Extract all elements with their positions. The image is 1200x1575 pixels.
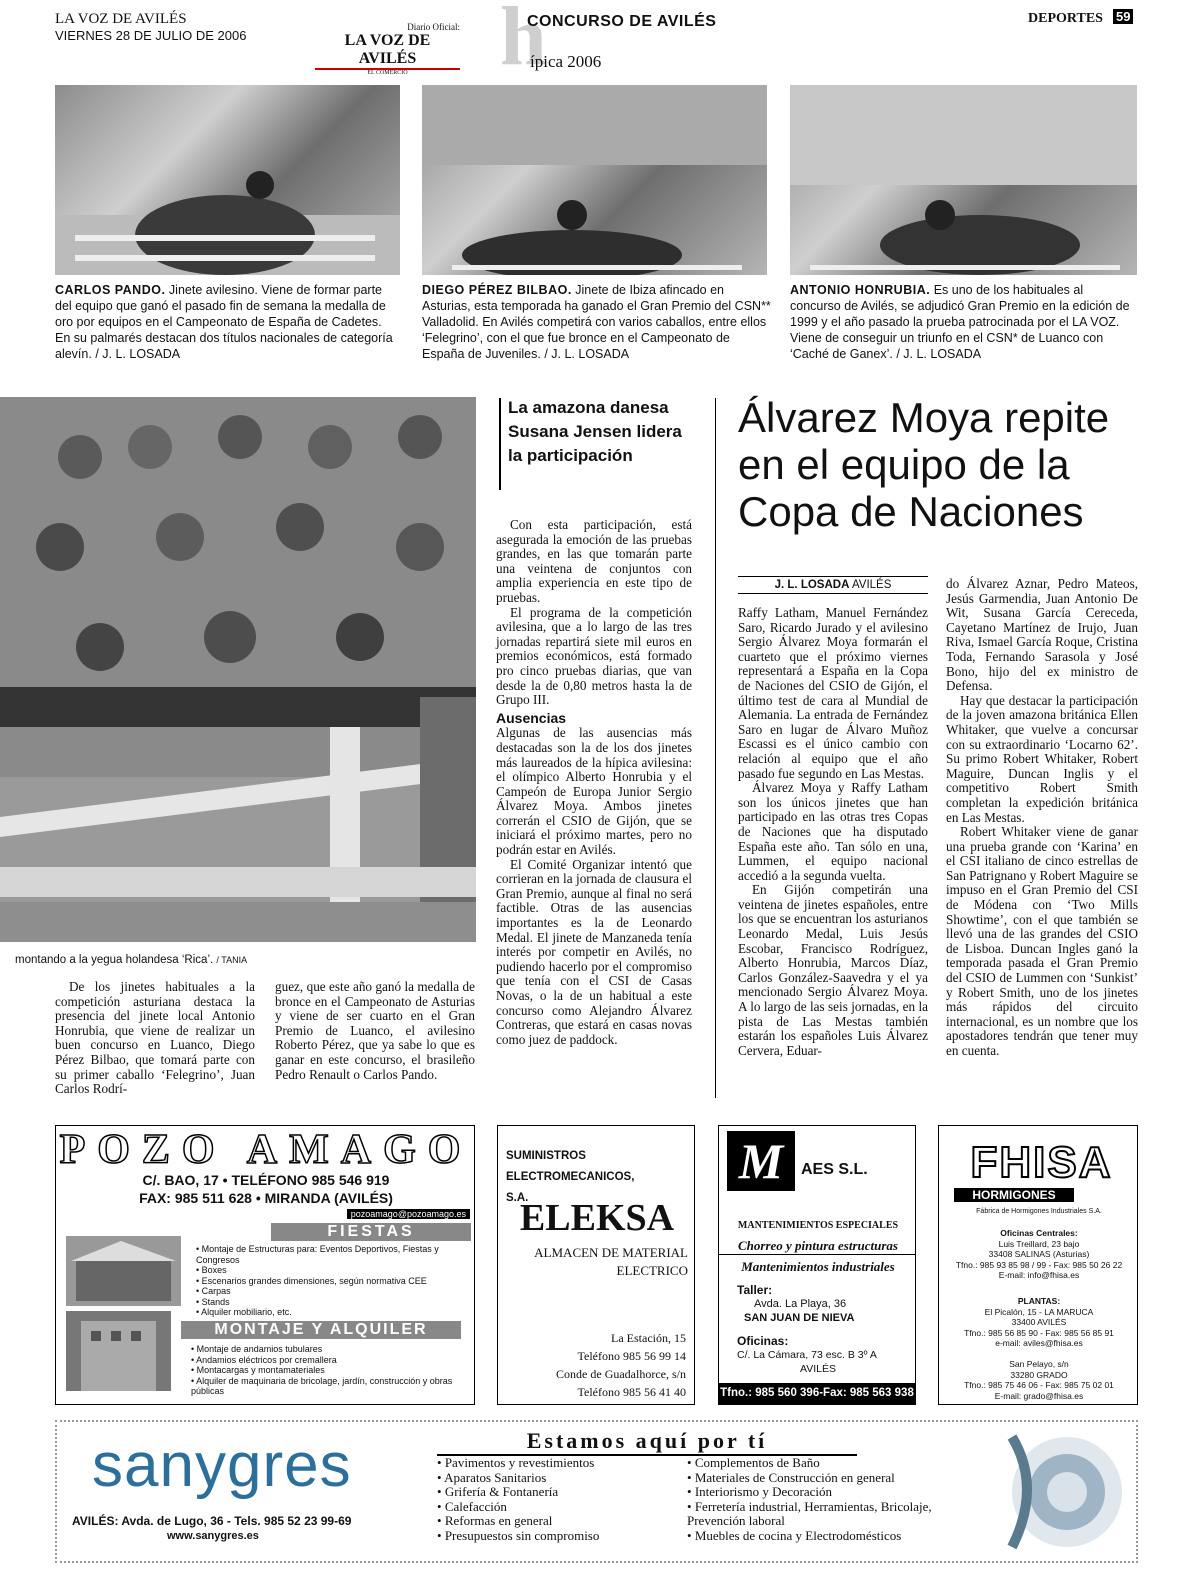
photo-antonio-honrubia: [790, 85, 1137, 275]
maes-oficinas-addr: C/. La Cámara, 73 esc. B 3º A: [737, 1349, 877, 1361]
fhisa-logo-sub: HORMIGONES: [954, 1188, 1074, 1202]
pozo-montaje-title: MONTAJE Y ALQUILER: [181, 1321, 461, 1339]
sanygres-list-1: [437, 1456, 682, 1543]
sidebar-p4: El Comité Organizar intentó que corrieran en la jornada de clausura el Gran Premio, aunque al final no será factible. Otras de las ausencias importantes es la de Leonardo Medal. El jinete de Manzaneda tenía interés por competir en Avilés, no pudiendo hacerlo por el compromiso que tenía con el CSI de Casas Novas, o la de un habitual a este concurso como Alejandro Álvarez Contreras, que estará en casas novas como juez de paddock.: [496, 856, 692, 1047]
list-item: • Andamios eléctricos por cremallera: [191, 1355, 466, 1366]
caption-name: CARLOS PANDO.: [55, 283, 166, 297]
article-column-2: [946, 577, 1138, 1059]
section-sub: ípica 2006: [530, 52, 602, 71]
fhisa-of-line: Tfno.: 985 93 85 98 / 99 - Fax: 985 50 26 22: [955, 1259, 1123, 1270]
fhisa-gr-line: San Pelayo, s/n: [1009, 1359, 1069, 1369]
sanygres-faucet-image: [1002, 1427, 1132, 1557]
pozo-name: POZO AMAGO: [59, 1127, 473, 1173]
fhisa-offices: [939, 1228, 1138, 1281]
list-item: • Reformas en general: [437, 1514, 682, 1529]
caption-credit: / J. L. LOSADA: [544, 347, 630, 361]
page-number: 59: [1113, 9, 1133, 24]
fhisa-grado: [939, 1359, 1138, 1401]
article-col1-p3: En Gijón competirán una veintena de jinetes españoles, entre los que se encuentran los asturianos Leonardo Medal, Luis Jesús Escobar, Francisco Rodríguez, Alberto Honrubia, Marcos Díaz, Carlos González-Saavedra y el ya mencionado Sergio Álvarez Moya. A lo largo de las seis jornadas, en la pista de Las Mestas también estarán los españoles Luis Álvarez Cervera, Eduar-: [738, 882, 928, 1058]
list-item: • Complementos de Baño: [687, 1456, 967, 1471]
caption-text: Es uno de los habituales al concurso de Avilés, se adjudicó Gran Premio en la edición de 1999 y el año pasado la prueba patrocinada por el LA VOZ. Viene de conseguir un triunfo en el CSN* de Luanco con ‘Caché de Ganex’.: [790, 283, 1130, 361]
list-item: • Stands: [196, 1297, 471, 1308]
maes-logo: M: [727, 1131, 795, 1191]
eleksa-name: ELEKSA: [519, 1197, 675, 1239]
fhisa-of-line: E-mail: info@fhisa.es: [998, 1270, 1080, 1280]
section-big-letter: h: [500, 0, 547, 83]
fhisa-gr-line: E-mail: grado@fhisa.es: [994, 1390, 1084, 1401]
list-item: • Ferretería industrial, Herramientas, Bricolaje, Prevención laboral: [687, 1500, 967, 1529]
left-col1-text: De los jinetes habituales a la competición asturiana destaca la presencia del jinete local Antonio Honrubia, que viene de realizar un buen concurso en Luanco, Diego Pérez Bilbao, que tomará parte con su primer caballo ‘Felegrino’, Juan Carlos Rodrí-: [55, 979, 255, 1097]
maes-oficinas-city: AVILÉS: [800, 1363, 836, 1375]
maes-oficinas-label: Oficinas:: [737, 1334, 789, 1348]
main-caption-text: montando a la yegua holandesa ‘Rica’.: [15, 954, 214, 966]
article-column-1: [738, 606, 928, 1058]
fhisa-pl-title: PLANTAS:: [1017, 1296, 1061, 1306]
caption-text: Jinete avilesino. Viene de formar parte del equipo que ganó el pasado fin de semana la medalla de oro por equipos en el Campeonato de España de Cadetes. En su palmarés destacan dos títulos nacionales de categoría alevín.: [55, 283, 393, 361]
sanygres-address: AVILÉS: Avda. de Lugo, 36 - Tels. 985 52 23 99-69: [72, 1514, 352, 1528]
eleksa-sub: ALMACEN DE MATERIAL ELECTRICO: [534, 1245, 688, 1278]
list-item: • Pavimentos y revestimientos: [437, 1456, 682, 1471]
article-rule: [715, 398, 716, 1098]
photo-carlos-pando: [55, 85, 400, 275]
list-item: • Alquiler de maquinaria de bricolage, jardín, construcción y obras públicas: [191, 1376, 466, 1397]
article-col2-p3: Robert Whitaker viene de ganar una prueba grande con ‘Karina’ en el CSI italiano de cinco estrellas de San Patrignano y Robert Maguire se impuso en el Gran Premio del CSI de Módena con ‘Two Mills Showtime’, con el que también se llevó una de las grandes del CSIO de Lisboa. Duncan Ingles ganó la temporada pasada el Gran Premio del CSIO de Lummen con ‘Sunkist’ y Robert Smith, uno de los jinetes más rápidos del circuito internacional, es un nombre que los apostadores tendrán que tener muy en cuenta.: [946, 824, 1138, 1058]
list-item: • Grifería & Fontanería: [437, 1485, 682, 1500]
sidebar-heading-ausencias: Ausencias: [496, 709, 567, 726]
left-column-2: [275, 980, 475, 1082]
list-item: • Muebles de cocina y Electrodomésticos: [687, 1529, 967, 1544]
ad-eleksa: [497, 1125, 695, 1405]
fhisa-tagline: Fábrica de Hormigones Industriales S.A.: [976, 1208, 1102, 1215]
article-col2-p2: Hay que destacar la participación de la joven amazona británica Ellen Whitaker, que vuelve a concursar con su extraordinario ‘Locarno 62’. Su primo Robert Whitaker, Robert Maguire, Duncan Inglis y el competitivo Robert Smith completan la expedición británica en Las Mestas.: [946, 692, 1138, 825]
caption-diego-perez: [422, 282, 772, 362]
list-item: • Aparatos Sanitarios: [437, 1471, 682, 1486]
maes-taller-label: Taller:: [737, 1283, 773, 1297]
article-col1-p1: Raffy Latham, Manuel Fernández Saro, Ricardo Jurado y el avilesino Sergio Álvarez Moya formarán el cuarteto que el próximo viernes representará a España en la Copa de Naciones del CSIO de Gijón, el último test de cara al Mundial de Alemania. La entrada de Fernández Saro en lugar de Álvaro Muñoz Escassi es el único cambio con relación al equipo que el año pasado fue segundo en Las Mestas.: [738, 605, 928, 781]
list-item: • Interiorismo y Decoración: [687, 1485, 967, 1500]
eleksa-tel1: Teléfono 985 56 99 14: [577, 1349, 686, 1363]
sidebar-subhead: La amazona danesa Susana Jensen lidera la participación: [508, 398, 682, 465]
eleksa-tel2: Teléfono 985 56 41 40: [577, 1385, 686, 1399]
ad-fhisa: [938, 1125, 1138, 1405]
fhisa-pl-line: El Picalón, 15 - LA MARUCA: [984, 1306, 1094, 1317]
main-caption-credit: / TANIA: [216, 955, 248, 965]
article-byline: [738, 576, 928, 594]
eleksa-addr2: Conde de Guadalhorce, s/n: [556, 1367, 686, 1381]
list-item: • Materiales de Construcción en general: [687, 1471, 967, 1486]
paper-name: LA VOZ DE AVILÉS: [55, 11, 187, 27]
pozo-fiestas-title: FIESTAS: [271, 1223, 471, 1241]
list-item: • Montaje de Estructuras para: Eventos Deportivos, Fiestas y Congresos: [196, 1244, 471, 1265]
pozo-line2: FAX: 985 511 628 • MIRANDA (AVILÉS): [139, 1190, 393, 1206]
pozo-email: pozoamago@pozoamago.es: [347, 1209, 470, 1219]
pozo-fiestas-list: [196, 1244, 471, 1318]
pozo-tent-image: [66, 1236, 181, 1306]
list-item: • Escenarios grandes dimensiones, según normativa CEE: [196, 1276, 471, 1287]
logo-sub: EL COMERCIO: [367, 70, 408, 76]
fhisa-gr-line: Tfno.: 985 75 46 06 - Fax: 985 75 02 01: [964, 1380, 1114, 1390]
list-item: • Montacargas y montamateriales: [191, 1365, 466, 1376]
caption-antonio-honrubia: [790, 282, 1137, 362]
ad-sanygres: [55, 1420, 1138, 1563]
article-headline: Álvarez Moya repite en el equipo de la Copa de Naciones: [738, 394, 1110, 535]
list-item: • Calefacción: [437, 1500, 682, 1515]
sidebar-p2: El programa de la competición avilesina, que a lo largo de las tres jornadas repartirá siete mil euros en premios económicos, está formado pro cinco pruebas diarias, que van desde la de 0,80 metros hasta la de Grupo III.: [496, 604, 692, 708]
issue-date: VIERNES 28 DE JULIO DE 2006: [55, 28, 247, 43]
ad-maes: [718, 1125, 916, 1405]
caption-credit: / J. L. LOSADA: [95, 347, 181, 361]
list-item: • Alquiler mobiliario, etc.: [196, 1307, 471, 1318]
sanygres-slogan: Estamos aquí por tí: [437, 1428, 857, 1456]
sidebar-rule: [499, 398, 501, 490]
list-item: • Presupuestos sin compromiso: [437, 1529, 682, 1544]
sanygres-logo: sanygres: [92, 1431, 352, 1500]
list-item: • Carpas: [196, 1286, 471, 1297]
maes-line2: Chorreo y pintura estructuras: [719, 1238, 916, 1255]
pozo-line1: C/. BAO, 17 • TELÉFONO 985 546 919: [142, 1172, 390, 1188]
sanygres-web: www.sanygres.es: [167, 1530, 259, 1542]
fhisa-pl-line: Tfno.: 985 56 85 90 - Fax: 985 56 85 91: [964, 1327, 1114, 1338]
section-name: DEPORTES: [1028, 11, 1103, 26]
article-col1-p2: Álvarez Moya y Raffy Latham son los únicos jinetes que han participado en las otras tres Copas de Naciones que ha disputado España este año. Tan sólo en una, Lummen, el equipo nacional accedió a la segunda vuelta.: [738, 780, 928, 883]
logo-name: LA VOZ DE AVILÉS: [315, 32, 460, 70]
pozo-montaje-list: [191, 1344, 466, 1397]
photo-diego-perez: [422, 85, 767, 275]
sanygres-list-2: [687, 1456, 967, 1543]
caption-credit: / J. L. LOSADA: [896, 347, 982, 361]
ad-pozo-amago: [55, 1125, 475, 1405]
fhisa-logo: FHISA: [970, 1138, 1113, 1187]
fhisa-of-title: Oficinas Centrales:: [1000, 1228, 1078, 1238]
fhisa-plants: [939, 1296, 1138, 1349]
caption-carlos-pando: [55, 282, 400, 362]
fhisa-of-line: Luis Treillard, 23 bajo: [998, 1238, 1080, 1249]
fhisa-pl-line: e-mail: aviles@fhisa.es: [995, 1338, 1083, 1348]
maes-line1: MANTENIMIENTOS ESPECIALES: [737, 1220, 899, 1231]
byline-place: AVILÉS: [851, 579, 892, 591]
article-col2-p1: do Álvarez Aznar, Pedro Mateos, Jesús Garmendia, Juan Antonio De Wit, Susana García Cereceda, Cayetano Martínez de Irujo, Juan Riva, Ismael García Roque, Cristina Toda, Fernando Sarasola y José Bono, hijo del ex ministro de Defensa.: [946, 576, 1138, 694]
maes-phones: Tfno.: 985 560 396-Fax: 985 563 938: [719, 1383, 915, 1404]
list-item: • Boxes: [196, 1265, 471, 1276]
fhisa-of-line: 33408 SALINAS (Asturias): [988, 1249, 1090, 1259]
main-photo-caption: [15, 954, 247, 966]
maes-taller-city: SAN JUAN DE NIEVA: [744, 1312, 855, 1324]
caption-name: ANTONIO HONRUBIA.: [790, 283, 931, 297]
logo: [315, 22, 460, 76]
fhisa-pl-line: 33400 AVILÉS: [1011, 1317, 1067, 1327]
sidebar-p3: Algunas de las ausencias más destacadas son la de los dos jinetes más laureados de la hípica avilesina: el olímpico Alberto Honrubia y el Campeón de Europa Junior Sergio Álvarez Moya. Ambos jinetes correrán el CSIO de Gijón, que se iniciará el próximo martes, pero no podrán estar en Avilés.: [496, 725, 692, 858]
sidebar-column: [496, 518, 692, 1047]
maes-line3: Mantenimientos industriales: [741, 1259, 895, 1274]
caption-text: Jinete de Ibiza afincado en Asturias, esta temporada ha ganado el Gran Premio del CSN** Valladolid. En Avilés competirá con varios caballos, entre ellos ‘Felegrino’, con el que fue bronce en el Campeonato de España de Juveniles.: [422, 283, 771, 361]
caption-name: DIEGO PÉREZ BILBAO.: [422, 283, 572, 297]
sidebar-p1: Con esta participación, está asegurada la emoción de las pruebas grandes, en las que tomarán parte una veintena de conjuntos con amplia experiencia en este tipo de pruebas.: [496, 517, 692, 605]
byline-author: J. L. LOSADA: [774, 579, 850, 591]
left-column-1: [55, 980, 255, 1097]
logo-top: Diario Oficial:: [407, 22, 460, 32]
maes-name: AES S.L.: [801, 1161, 868, 1178]
main-photo-crowd: [0, 397, 476, 942]
section-title: CONCURSO DE AVILÉS: [527, 13, 717, 30]
pozo-building-image: [66, 1311, 171, 1391]
fhisa-gr-line: 33280 GRADO: [1010, 1369, 1068, 1380]
maes-taller-addr: Avda. La Playa, 36: [754, 1298, 847, 1310]
eleksa-top: SUMINISTROS ELECTROMECANICOS, S.A.: [506, 1150, 635, 1204]
left-col2-text: guez, que este año ganó la medalla de bronce en el Campeonato de Asturias y viene de ser cuarto en el Gran Premio de Luanco, el avilesino Roberto Pérez, que ya sabe lo que es ganar en este concurso, el brasileño Pedro Renault o Carlos Pando.: [275, 979, 475, 1082]
eleksa-addr1: La Estación, 15: [611, 1331, 686, 1345]
list-item: • Montaje de andamios tubulares: [191, 1344, 466, 1355]
